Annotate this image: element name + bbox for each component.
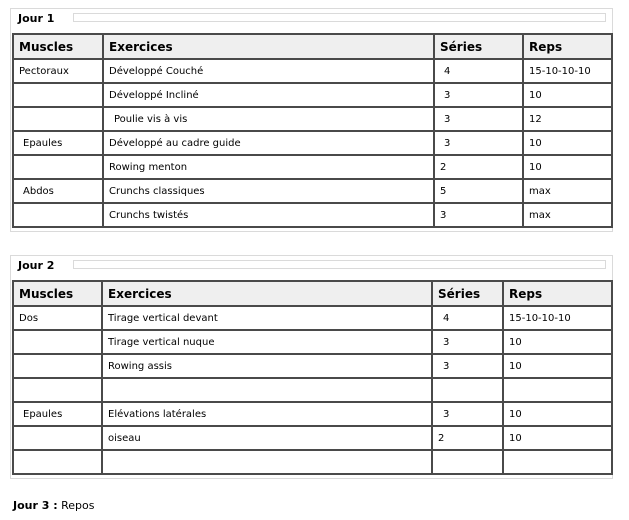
day1-title: Jour 1 — [18, 12, 55, 25]
header-exercices: Exercices — [102, 281, 432, 306]
table-row — [13, 155, 612, 179]
day1-section — [10, 8, 613, 232]
cell-series: 2 — [434, 155, 523, 179]
table-row — [13, 306, 612, 330]
table-row — [13, 179, 612, 203]
cell-reps: 10 — [503, 354, 612, 378]
header-exercices: Exercices — [103, 34, 434, 59]
table-row — [13, 378, 612, 402]
cell-reps: 10 — [503, 426, 612, 450]
cell-series: 3 — [434, 203, 523, 227]
cell-reps: 15-10-10-10 — [503, 306, 612, 330]
cell-reps: max — [523, 203, 612, 227]
cell-muscle — [13, 107, 103, 131]
day1-title-underline — [73, 13, 606, 22]
cell-reps: max — [523, 179, 612, 203]
header-reps: Reps — [503, 281, 612, 306]
table-row — [13, 426, 612, 450]
cell-exercise: Développé au cadre guide — [103, 131, 434, 155]
cell-exercise — [102, 378, 432, 402]
day2-section — [10, 255, 613, 479]
cell-muscle — [13, 354, 102, 378]
header-reps: Reps — [523, 34, 612, 59]
table-row — [13, 354, 612, 378]
cell-reps: 10 — [523, 155, 612, 179]
day3-value: Repos — [61, 499, 95, 512]
table-row — [13, 131, 612, 155]
cell-reps: 15-10-10-10 — [523, 59, 612, 83]
cell-exercise — [102, 450, 432, 474]
day2-header-row — [13, 281, 612, 306]
header-series: Séries — [434, 34, 523, 59]
day1-table — [12, 33, 613, 228]
table-row — [13, 203, 612, 227]
header-muscles: Muscles — [13, 281, 102, 306]
day3-line — [13, 499, 95, 512]
cell-series: 5 — [434, 179, 523, 203]
table-row — [13, 330, 612, 354]
cell-reps — [503, 378, 612, 402]
cell-reps: 10 — [523, 131, 612, 155]
day2-title: Jour 2 — [18, 259, 55, 272]
cell-muscle — [13, 203, 103, 227]
cell-exercise: Poulie vis à vis — [103, 107, 434, 131]
cell-exercise: Crunchs classiques — [103, 179, 434, 203]
cell-exercise: Elévations latérales — [102, 402, 432, 426]
cell-muscle — [13, 426, 102, 450]
cell-reps: 10 — [503, 402, 612, 426]
cell-exercise: Crunchs twistés — [103, 203, 434, 227]
cell-reps: 10 — [523, 83, 612, 107]
cell-muscle — [13, 378, 102, 402]
cell-muscle: Abdos — [13, 179, 103, 203]
header-series: Séries — [432, 281, 503, 306]
cell-exercise: Tirage vertical nuque — [102, 330, 432, 354]
cell-reps: 10 — [503, 330, 612, 354]
cell-series: 3 — [434, 83, 523, 107]
table-row — [13, 402, 612, 426]
cell-reps: 12 — [523, 107, 612, 131]
cell-exercise: oiseau — [102, 426, 432, 450]
cell-muscle: Epaules — [13, 131, 103, 155]
cell-series: 2 — [432, 426, 503, 450]
cell-muscle: Pectoraux — [13, 59, 103, 83]
header-muscles: Muscles — [13, 34, 103, 59]
cell-muscle: Dos — [13, 306, 102, 330]
table-row — [13, 450, 612, 474]
cell-muscle: Epaules — [13, 402, 102, 426]
day1-header-row — [13, 34, 612, 59]
cell-series: 4 — [434, 59, 523, 83]
table-row — [13, 83, 612, 107]
cell-series: 4 — [432, 306, 503, 330]
cell-muscle — [13, 330, 102, 354]
cell-series: 3 — [434, 107, 523, 131]
day2-table — [12, 280, 613, 475]
cell-series: 3 — [432, 330, 503, 354]
cell-muscle — [13, 155, 103, 179]
cell-exercise: Rowing menton — [103, 155, 434, 179]
cell-exercise: Développé Incliné — [103, 83, 434, 107]
cell-series: 3 — [432, 402, 503, 426]
cell-exercise: Tirage vertical devant — [102, 306, 432, 330]
day2-title-underline — [73, 260, 606, 269]
cell-reps — [503, 450, 612, 474]
cell-exercise: Développé Couché — [103, 59, 434, 83]
cell-series — [432, 450, 503, 474]
cell-muscle — [13, 450, 102, 474]
day3-label: Jour 3 : — [13, 499, 58, 512]
cell-series — [432, 378, 503, 402]
cell-series: 3 — [432, 354, 503, 378]
table-row — [13, 59, 612, 83]
table-row — [13, 107, 612, 131]
cell-exercise: Rowing assis — [102, 354, 432, 378]
cell-muscle — [13, 83, 103, 107]
cell-series: 3 — [434, 131, 523, 155]
